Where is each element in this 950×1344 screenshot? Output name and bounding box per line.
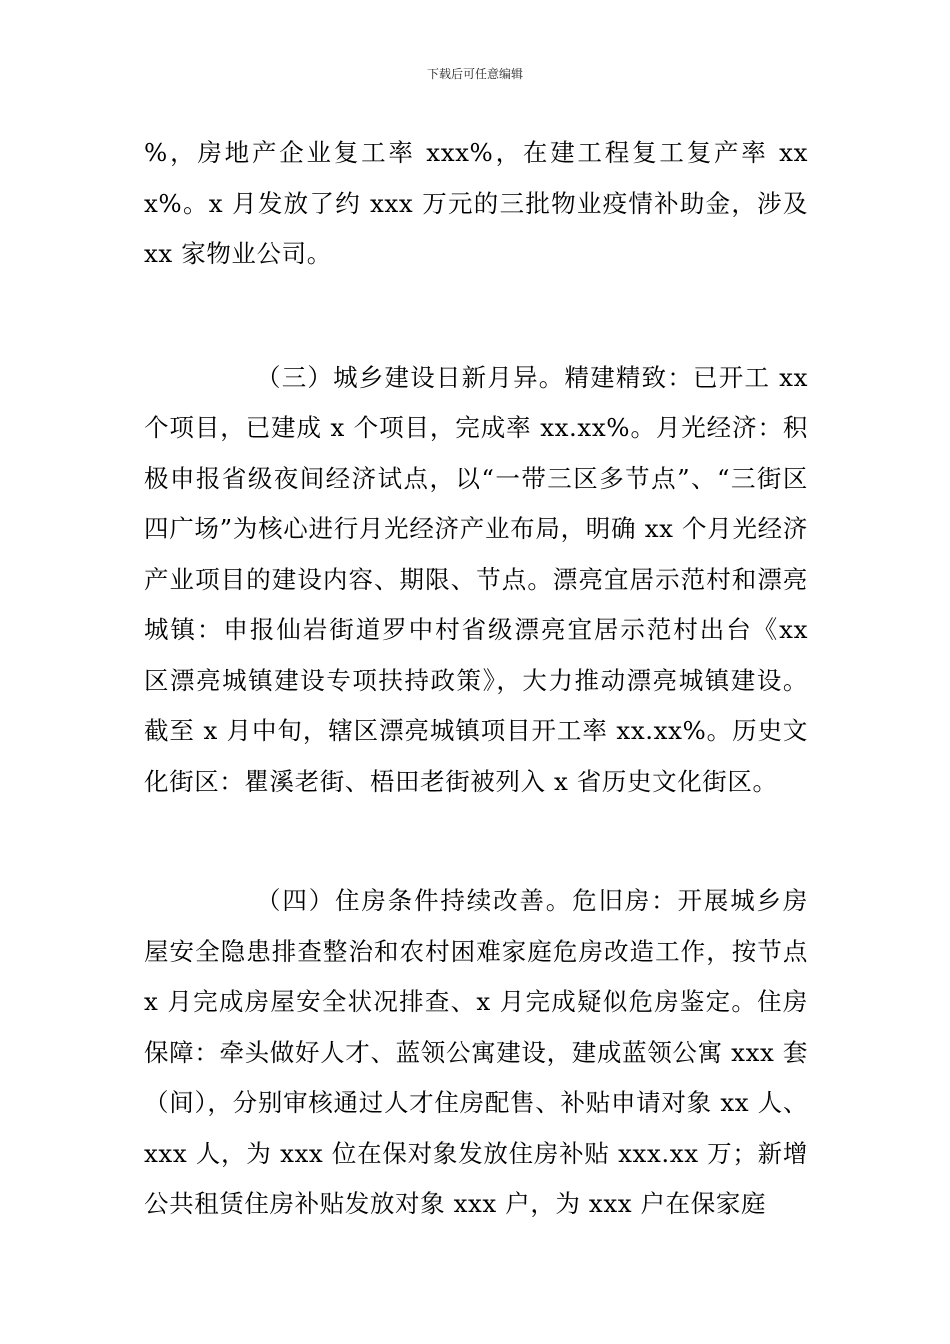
page-header-note: 下载后可任意编辑 <box>426 67 523 81</box>
paragraph-2: （三）城乡建设日新月异。精建精致：已开工 xx 个项目，已建成 x 个项目，完成率 xx.xx%。月光经济：积极申报省级夜间经济试点，以“一带三区多节点”、“三街区四广场”为核心进行月光经济产业布局，明确 xx 个月光经济产业项目的建设内容、期限、节点。漂亮宜居示范村和漂亮城镇：申报仙岩街道罗中村省级漂亮宜居示范村出台《xx 区漂亮城镇建设专项扶持政策》，大力推动漂亮城镇建设。截至 x 月中旬，辖区漂亮城镇项目开工率 xx.xx%。历史文化街区：瞿溪老街、梧田老街被列入 x 省历史文化街区。 <box>144 362 808 796</box>
document-body <box>144 128 808 1230</box>
paragraph-gap <box>144 807 808 876</box>
paragraph-gap <box>144 280 808 353</box>
paragraph-1: %，房地产企业复工率 xxx%，在建工程复工复产率 xxx%。x 月发放了约 xxx 万元的三批物业疫情补助金，涉及 xx 家物业公司。 <box>144 138 808 268</box>
paragraph-3: （四）住房条件持续改善。危旧房：开展城乡房屋安全隐患排查整治和农村困难家庭危房改造工作，按节点 x 月完成房屋安全状况排查、x 月完成疑似危房鉴定。住房保障：牵头做好人才、蓝领公寓建设，建成蓝领公寓 xxx 套（间），分别审核通过人才住房配售、补贴申请对象 xx 人、xxx 人，为 xxx 位在保对象发放住房补贴 xxx.xx 万；新增公共租赁住房补贴发放对象 xxx 户，为 xxx 户在保家庭 <box>144 886 808 1218</box>
